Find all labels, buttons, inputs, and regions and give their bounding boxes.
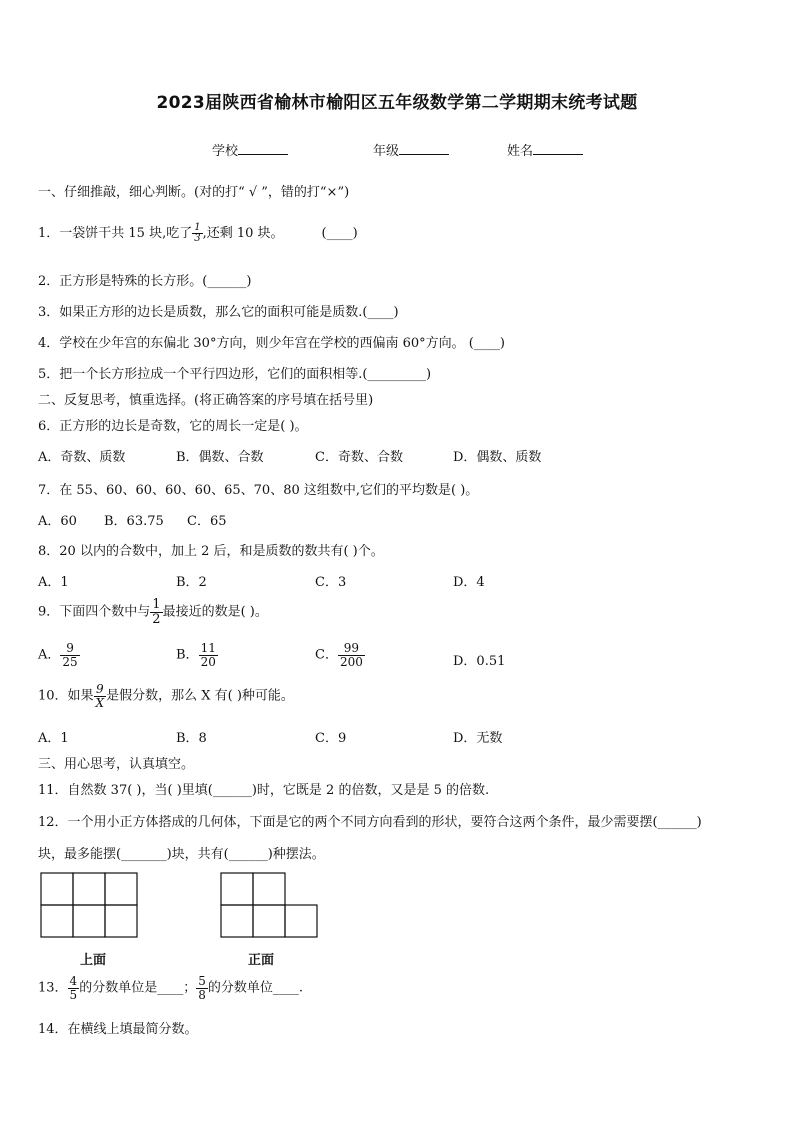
- question-12-line-1: 12．一个用小正方体搭成的几何体，下面是它的两个不同方向看到的形状，要符合这两个条件，最少需要摆(______): [38, 815, 702, 830]
- name-field[interactable]: [507, 140, 583, 159]
- question-9: [38, 598, 268, 626]
- question-2: 2．正方形是特殊的长方形。(______): [38, 274, 252, 289]
- q1-fraction: $\frac{1}{3}$: [194, 221, 201, 244]
- grade-field[interactable]: [373, 140, 449, 159]
- q10-option-b[interactable]: B．8: [176, 731, 207, 746]
- q6-option-b[interactable]: B．偶数、合数: [176, 450, 264, 465]
- q10-option-d[interactable]: D．无数: [453, 731, 503, 746]
- q10-option-c[interactable]: C．9: [315, 731, 347, 746]
- school-blank[interactable]: [238, 142, 288, 155]
- question-11: 11．自然数 37( )，当( )里填(______)时，它既是 2 的倍数，又是是 5 的倍数.: [38, 783, 490, 798]
- q9-option-b[interactable]: B． $\frac{11}{20}$: [176, 641, 216, 669]
- q9-text-pre: 9．下面四个数中与: [38, 604, 151, 620]
- q13-text-mid: 的分数单位是____；: [79, 980, 197, 996]
- q13-fraction-2: $\frac{5}{8}$: [198, 974, 206, 1002]
- question-10: [38, 683, 294, 709]
- q8-option-b[interactable]: B．2: [176, 575, 207, 590]
- q6-option-d[interactable]: D．偶数、质数: [453, 450, 542, 465]
- grade-blank[interactable]: [399, 142, 449, 155]
- question-13: [38, 975, 303, 1001]
- school-label: 学校: [212, 144, 239, 159]
- q8-option-a[interactable]: A．1: [38, 575, 69, 590]
- top-view-figure: [40, 872, 138, 938]
- q9-text-post: 最接近的数是( )。: [162, 604, 268, 620]
- q13-text-post: 的分数单位____.: [207, 980, 303, 996]
- question-6: 6．正方形的边长是奇数，它的周长一定是( )。: [38, 419, 308, 434]
- name-blank[interactable]: [533, 142, 583, 155]
- q6-option-a[interactable]: A．奇数、质数: [38, 450, 126, 465]
- q9-option-b-fraction: $\frac{11}{20}$: [200, 641, 216, 669]
- question-8: 8．20 以内的合数中，加上 2 后，和是质数的数共有( )个。: [38, 544, 384, 559]
- q9-option-d[interactable]: D．0.51: [453, 654, 506, 669]
- section-3-heading: 三、用心思考，认真填空。: [38, 757, 195, 772]
- grade-label: 年级: [373, 144, 400, 159]
- question-14: 14．在横线上填最简分数。: [38, 1022, 198, 1037]
- q10-option-a[interactable]: A．1: [38, 731, 69, 746]
- q8-option-c[interactable]: C．3: [315, 575, 347, 590]
- q9-option-a[interactable]: A． $\frac{9}{25}$: [38, 641, 78, 669]
- top-view-caption: 上面: [80, 953, 107, 968]
- question-12-line-2: 块，最多能摆(_______)块，共有(______)种摆法。: [38, 847, 325, 862]
- q13-number: 13．: [38, 980, 68, 996]
- q1-text-pre: 1．一袋饼干共 15 块,吃了: [38, 226, 193, 241]
- q6-option-c[interactable]: C．奇数、合数: [315, 450, 403, 465]
- name-label: 姓名: [507, 144, 534, 159]
- question-7: 7．在 55、60、60、60、60、65、70、80 这组数中,它们的平均数是( )。: [38, 483, 479, 498]
- q9-fraction: $\frac{1}{2}$: [152, 597, 161, 627]
- q7-option-b[interactable]: B．63.75: [104, 514, 164, 529]
- section-2-heading: 二、反复思考，慎重选择。(将正确答案的序号填在括号里): [38, 393, 374, 408]
- q9-option-c[interactable]: C． $\frac{99}{200}$: [315, 641, 363, 669]
- q10-text-post: 是假分数，那么 X 有( )种可能。: [106, 688, 294, 704]
- q7-option-c[interactable]: C．65: [187, 514, 227, 529]
- question-5: 5．把一个长方形拉成一个平行四边形，它们的面积相等.(_________): [38, 367, 432, 382]
- section-1-heading: 一、仔细推敲，细心判断。(对的打“ √ ”，错的打“×”): [38, 185, 350, 200]
- question-3: 3．如果正方形的边长是质数，那么它的面积可能是质数.(____): [38, 305, 399, 320]
- q1-answer-blank[interactable]: (____): [321, 226, 358, 241]
- front-view-figure: [220, 872, 318, 938]
- question-1: [38, 222, 358, 245]
- front-view-caption: 正面: [248, 953, 275, 968]
- q8-option-d[interactable]: D．4: [453, 575, 485, 590]
- school-field[interactable]: [212, 140, 288, 159]
- q10-text-pre: 10．如果: [38, 688, 94, 704]
- q7-option-a[interactable]: A．60: [38, 514, 77, 529]
- q9-option-c-fraction: $\frac{99}{200}$: [339, 641, 363, 669]
- q13-fraction-1: $\frac{4}{5}$: [69, 974, 78, 1002]
- q1-text-post: ,还剩 10 块。: [202, 226, 284, 241]
- q10-fraction: $\frac{9}{X}$: [95, 682, 105, 710]
- question-4: 4．学校在少年宫的东偏北 30°方向，则少年宫在学校的西偏南 60°方向。 (____): [38, 336, 505, 351]
- q9-option-a-fraction: $\frac{9}{25}$: [62, 641, 78, 669]
- page-title: 2023届陕西省榆林市榆阳区五年级数学第二学期期末统考试题: [156, 93, 638, 113]
